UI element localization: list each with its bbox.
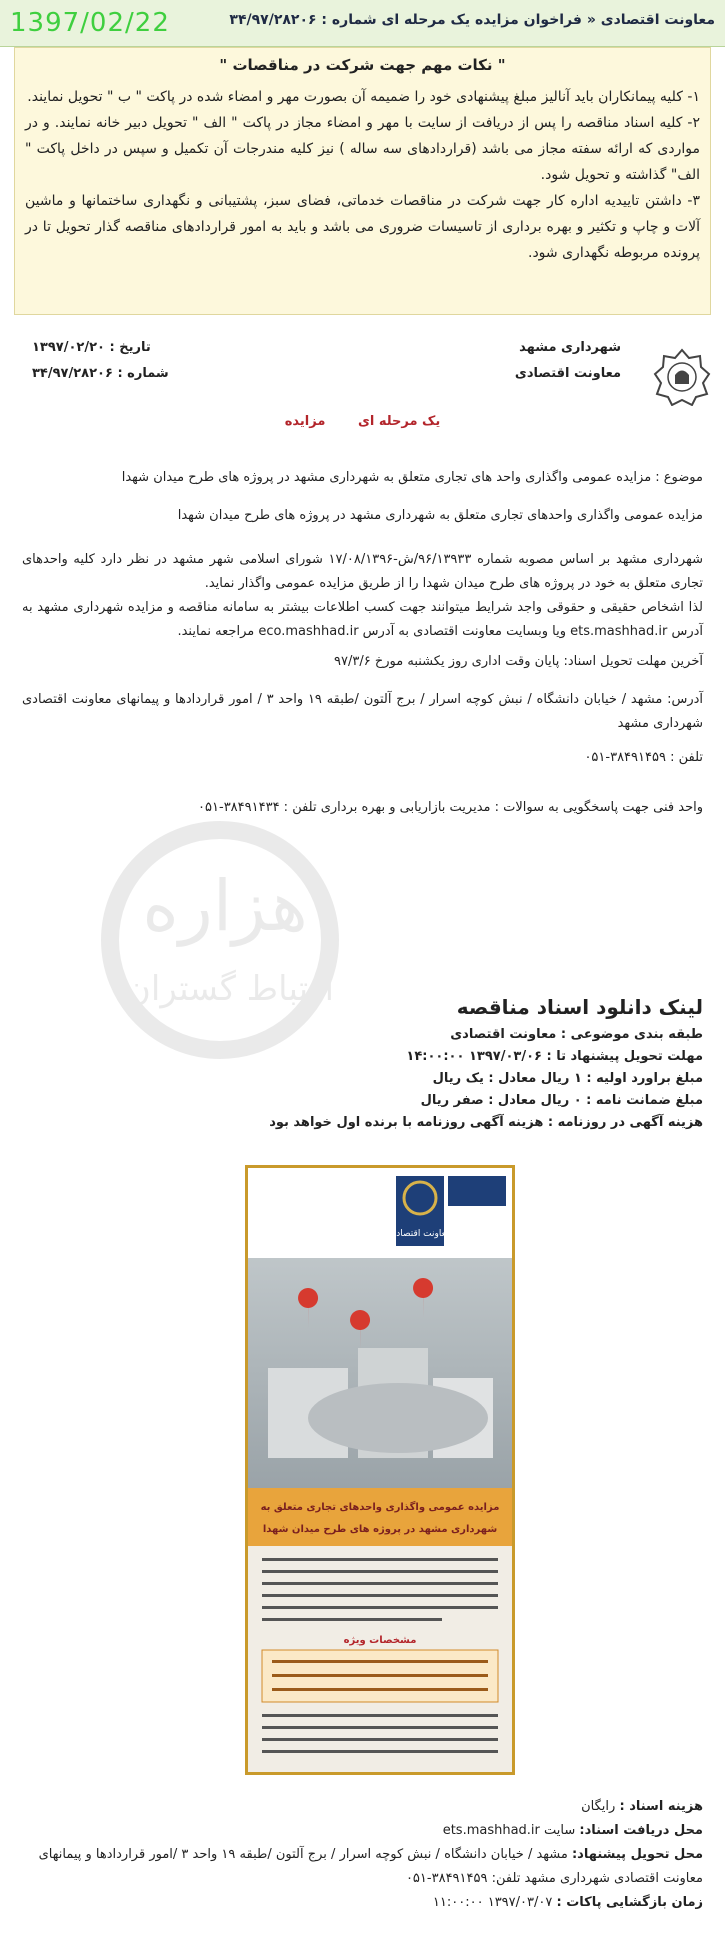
poster-image bbox=[245, 1165, 515, 1775]
title-bar bbox=[0, 0, 725, 47]
address: آدرس: مشهد / خیابان دانشگاه / نبش کوچه اسرار / برج آلتون /طبقه ۱۹ واحد ۳ / امور قراردادها و پیمانهای معاونت اقتصادی شهرداری مشهد bbox=[22, 692, 703, 731]
note-item: ۳- داشتن تاییدیه اداره کار جهت شرکت در مناقصات خدماتی، فضای سبز، پشتیبانی و نگهداری ساختمانها و ماشین آلات و چاپ و تکثیر و بهره برداری از تاسیسات ضروری می باشد و باید به امور قراردادهای مناقصه گذار تحویل تا در پرونده مربوطه نگهداری شود. bbox=[25, 193, 700, 261]
phone: تلفن : ۳۸۴۹۱۴۵۹-۰۵۱ bbox=[584, 750, 703, 765]
poster-org: معاونت اقتصادی bbox=[389, 1229, 451, 1239]
auction-title: مزایده عمومی واگذاری واحدهای تجاری متعلق به شهرداری مشهد در پروژه های طرح میدان شهدا bbox=[177, 508, 703, 523]
deadline: آخرین مهلت تحویل اسناد: پایان وقت اداری روز یکشنبه مورخ ۹۷/۳/۶ bbox=[334, 654, 703, 669]
tag-auction: مزایده bbox=[284, 414, 326, 429]
category: طبقه بندی موضوعی : معاونت اقتصادی bbox=[450, 1027, 703, 1042]
tech-contact: واحد فنی جهت پاسخگویی به سوالات : مدیریت بازاریابی و بهره برداری تلفن : ۳۸۴۹۱۴۳۴-۰۵۱ bbox=[198, 800, 703, 815]
tender-tags bbox=[0, 414, 725, 429]
note-item: ۲- کلیه اسناد مناقصه را پس از دریافت از سایت با مهر و امضاء مجاز در پاکت " الف " تحویل دبیر خانه نمایند. و در مواردی که ارائه سفته مجاز می باشد (قراردادهای سه ساله ) نیز کلیه مندرجات آن تکمیل و سپس در داخل پاکت " الف" گذاشته و تحویل شود. bbox=[25, 115, 700, 183]
watermark-text: هزاره bbox=[142, 865, 308, 947]
poster-graphic bbox=[248, 1168, 512, 1772]
note-item: ۱- کلیه پیمانکاران باید آنالیز مبلغ پیشنهادی خود را ضمیمه آن بصورت مهر و امضاء شده در پاکت " ب " تحویل نمایند. bbox=[27, 89, 700, 105]
poster-headline: شهرداری مشهد در پروژه های طرح میدان شهدا bbox=[262, 1524, 498, 1535]
download-section bbox=[22, 996, 703, 1134]
subject: موضوع : مزایده عمومی واگذاری واحد های تجاری متعلق به شهرداری مشهد در پروژه های طرح میدان شهدا bbox=[121, 470, 703, 485]
watermark-subtext: ارتباط گستران bbox=[125, 969, 335, 1009]
letter-date: تاریخ : ۱۳۹۷/۰۲/۲۰ bbox=[32, 340, 151, 355]
guarantee-amount: مبلغ ضمانت نامه : ۰ ریال معادل : صفر ریال bbox=[420, 1093, 703, 1108]
initial-estimate: مبلغ براورد اولیه : ۱ ریال معادل : یک ریال bbox=[432, 1071, 703, 1086]
paragraph: لذا اشخاص حقیقی و حقوقی واجد شرایط میتوانند جهت کسب اطلاعات بیشتر به سامانه مناقصه و مزایده شهرداری مشهد به آدرس ets.mashhad.ir ویا وبسایت معاونت اقتصادی به آدرس eco.mashhad.ir مراجعه نمایند. bbox=[22, 600, 703, 639]
page-title: معاونت اقتصادی « فراخوان مزایده یک مرحله ای شماره : ۳۴/۹۷/۲۸۲۰۶ bbox=[229, 12, 715, 28]
dept-name: معاونت اقتصادی bbox=[514, 366, 621, 381]
delivery-row: محل تحویل پیشنهاد: مشهد / خیابان دانشگاه / نبش کوچه اسرار / برج آلتون /طبقه ۱۹ واحد ۳ /امور قراردادها و پیمانهای معاونت اقتصادی شهرداری مشهد تلفن: ۳۸۴۹۱۴۵۹-۰۵۱ bbox=[38, 1847, 703, 1886]
doc-cost-row: هزینه اسناد : رایگان bbox=[581, 1799, 703, 1814]
paragraph: شهرداری مشهد بر اساس مصوبه شماره ۹۶/۱۳۹۳۳/ش-۱۷/۰۸/۱۳۹۶ شورای اسلامی شهر مشهد در نظر دارد کلیه واحدهای تجاری متعلق به خود در پروژه های طرح میدان شهدا را از طریق مزایده عمومی واگذار نماید. bbox=[22, 552, 703, 591]
document-info bbox=[22, 1795, 703, 1915]
announcement-body bbox=[22, 466, 703, 820]
doc-place-row: محل دریافت اسناد: سایت ets.mashhad.ir bbox=[442, 1823, 703, 1838]
newspaper-ad-cost: هزینه آگهی در روزنامه : هزینه آگهی روزنامه با برنده اول خواهد بود bbox=[269, 1115, 703, 1130]
poster-features: مشخصات ویژه bbox=[343, 1635, 417, 1646]
poster-headline: مزایده عمومی واگذاری واحدهای تجاری متعلق به bbox=[260, 1502, 500, 1513]
opening-row: زمان بازگشایی پاکات : ۱۳۹۷/۰۳/۰۷ ۱۱:۰۰:۰۰ bbox=[432, 1895, 703, 1910]
date-stamp: 1397/02/22 bbox=[10, 8, 170, 38]
org-name: شهرداری مشهد bbox=[519, 340, 621, 355]
municipality-logo-icon bbox=[653, 348, 711, 406]
download-link-heading[interactable]: لینک دانلود اسناد مناقصه bbox=[456, 995, 703, 1019]
letterhead bbox=[14, 330, 711, 410]
tag-one-stage: یک مرحله ای bbox=[357, 414, 441, 429]
ets-link[interactable]: سایت ets.mashhad.ir bbox=[442, 1823, 576, 1838]
notes-box bbox=[14, 47, 711, 315]
notes-heading: " نکات مهم جهت شرکت در مناقصات " bbox=[219, 56, 506, 74]
letter-number: شماره : ۳۴/۹۷/۲۸۲۰۶ bbox=[32, 366, 169, 381]
submission-deadline: مهلت تحویل پیشنهاد تا : ۱۳۹۷/۰۳/۰۶ ۱۴:۰۰:۰۰ bbox=[406, 1049, 703, 1064]
